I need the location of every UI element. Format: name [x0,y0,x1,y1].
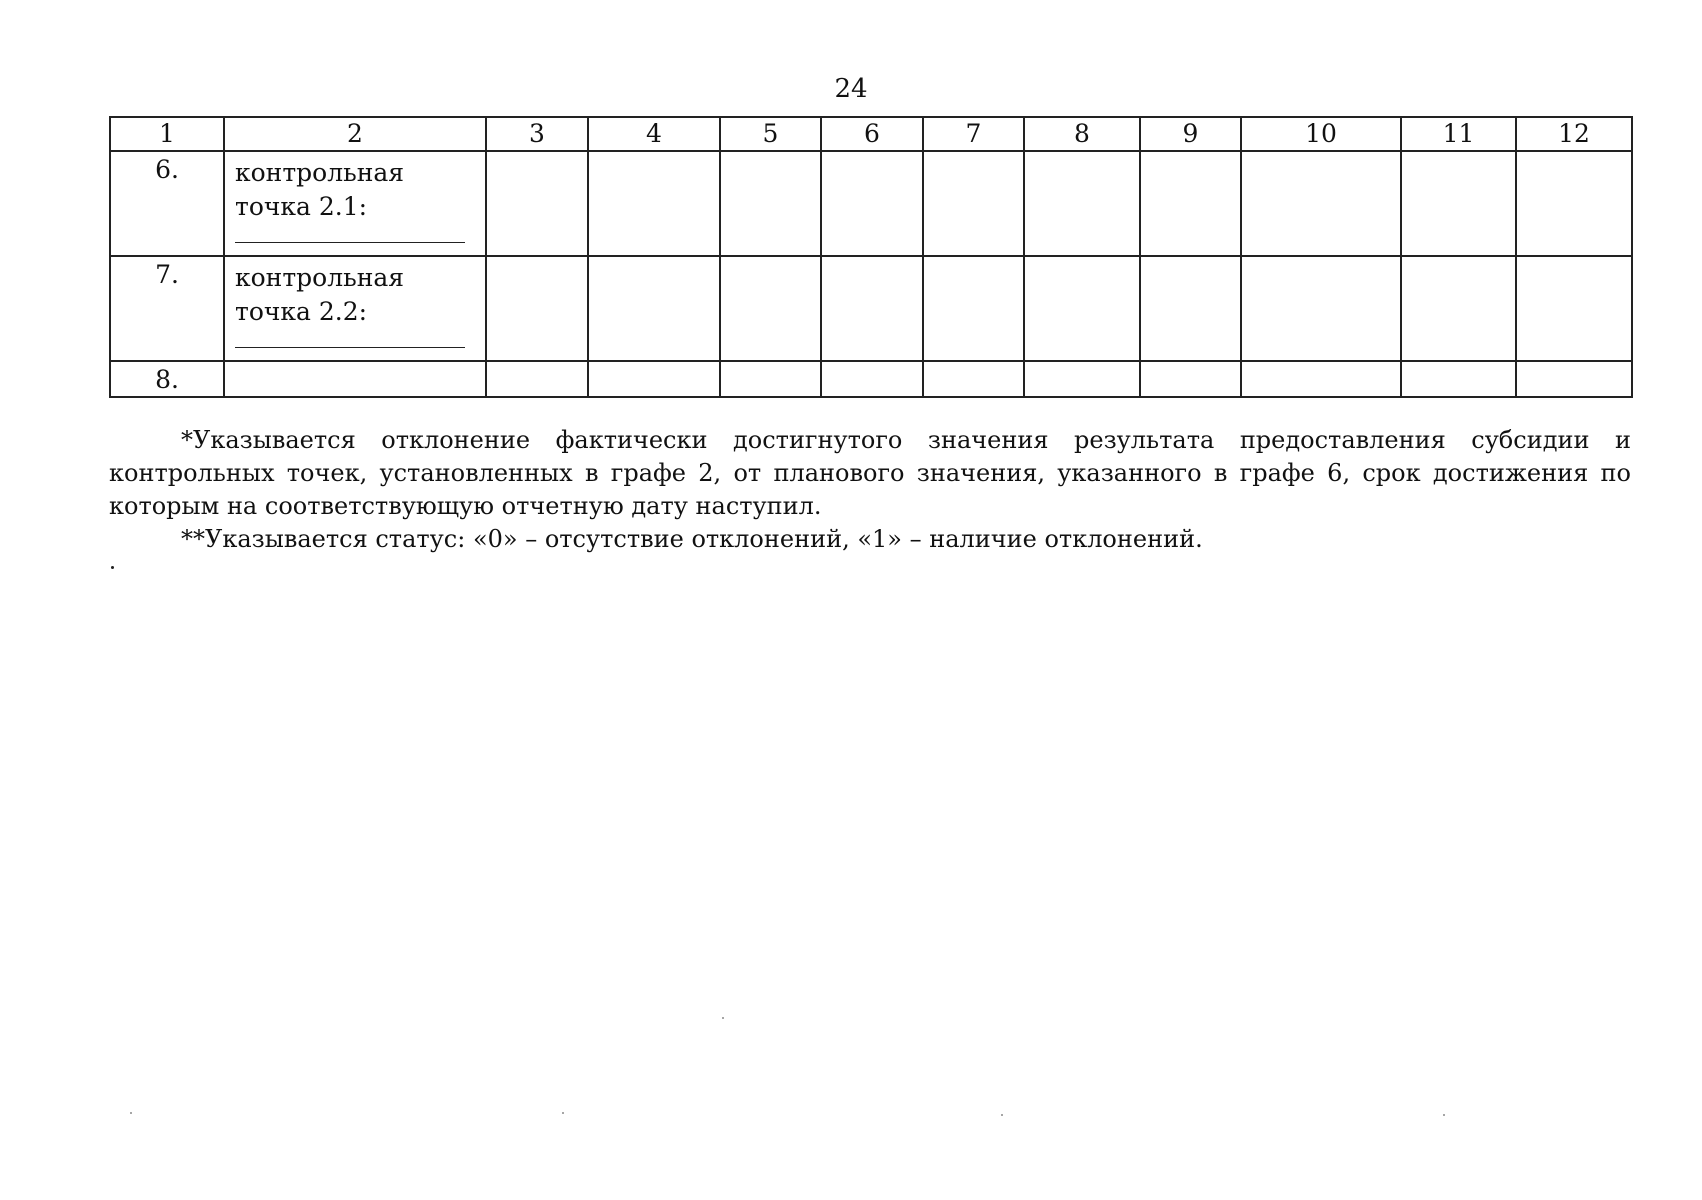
table-cell [923,151,1024,256]
table-row [110,151,1632,256]
table-cell [923,361,1024,397]
row-name-cell [224,256,486,361]
table-cell [821,256,923,361]
table-row [110,361,1632,397]
scan-speck [1001,1114,1003,1116]
report-table [109,116,1633,398]
row-name-cell [224,361,486,397]
row-name-cell [224,151,486,256]
table-cell [1241,256,1401,361]
scan-speck [130,1112,132,1114]
table-row [110,256,1632,361]
table-cell [1516,256,1632,361]
scan-speck [722,1017,724,1019]
column-header: 8 [1024,117,1140,151]
fill-in-line [235,347,465,348]
column-header: 3 [486,117,588,151]
table-cell [1516,151,1632,256]
column-header: 10 [1241,117,1401,151]
table-cell [1024,151,1140,256]
column-header: 11 [1401,117,1516,151]
table-cell [1140,361,1241,397]
footnote-status: **Указывается статус: «0» – отсутствие отклонений, «1» – наличие отклонений. [181,525,1203,553]
column-header: 12 [1516,117,1632,151]
column-header: 4 [588,117,720,151]
table-cell [720,361,821,397]
table-cell [1024,361,1140,397]
footnote-deviation: *Указывается отклонение фактически достигнутого значения результата предоставления субсидии и контрольных точек, установленных в графе 2, от планового значения, указанного в графе 6, срок достижения по которым на соответствующую отчетную дату наступил. [109,426,1631,520]
scan-speck [562,1112,564,1114]
row-name: контрольная точка 2.2: [235,263,405,326]
row-number: 6. [110,151,224,256]
table-cell [923,256,1024,361]
row-number: 7. [110,256,224,361]
column-header: 1 [110,117,224,151]
page-number: 24 [834,74,868,104]
column-header: 2 [224,117,486,151]
column-header: 9 [1140,117,1241,151]
table-cell [588,361,720,397]
table-cell [1140,151,1241,256]
table-cell [588,151,720,256]
scan-speck [1443,1114,1445,1116]
row-name: контрольная точка 2.1: [235,158,405,221]
table-cell [588,256,720,361]
column-header: 6 [821,117,923,151]
table-cell [1401,361,1516,397]
table-cell [1241,151,1401,256]
column-header: 7 [923,117,1024,151]
table-cell [1140,256,1241,361]
table-header-row [110,117,1632,151]
footnotes [109,424,1631,556]
table-cell [1401,256,1516,361]
stray-dot [111,566,114,569]
table-cell [821,151,923,256]
table-cell [1241,361,1401,397]
table-cell [486,256,588,361]
table-cell [720,256,821,361]
table-cell [1516,361,1632,397]
table-cell [486,151,588,256]
fill-in-line [235,242,465,243]
table-cell [486,361,588,397]
table-cell [1024,256,1140,361]
table-cell [720,151,821,256]
table-cell [1401,151,1516,256]
row-number: 8. [110,361,224,397]
column-header: 5 [720,117,821,151]
table-cell [821,361,923,397]
